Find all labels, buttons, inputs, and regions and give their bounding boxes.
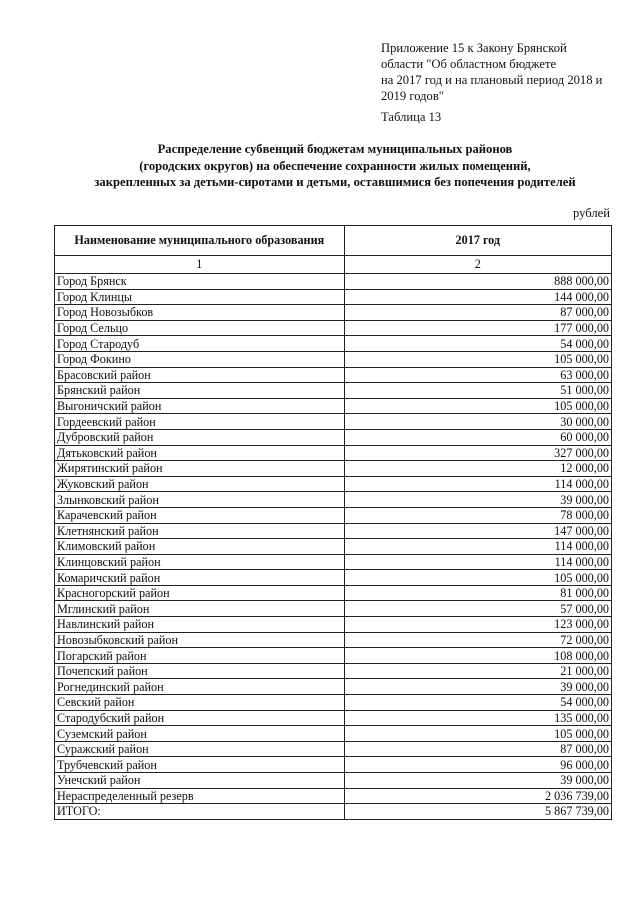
municipality-name: Жуковский район [55,476,345,492]
table-row [55,726,612,742]
table-row [55,274,612,290]
amount-value: 105 000,00 [344,570,611,586]
municipality-name: Трубчевский район [55,757,345,773]
municipality-name: Дятьковский район [55,445,345,461]
municipality-name: Новозыбковский район [55,632,345,648]
table-row [55,492,612,508]
municipality-name: Город Новозыбков [55,305,345,321]
amount-value: 177 000,00 [344,320,611,336]
column-number: 1 [55,256,345,274]
municipality-name: Нераспределенный резерв [55,788,345,804]
municipality-name: Комаричский район [55,570,345,586]
table-row [55,336,612,352]
table-row [55,710,612,726]
table-row [55,461,612,477]
table-row [55,429,612,445]
municipality-name: Брянский район [55,383,345,399]
table-row [55,741,612,757]
amount-value: 57 000,00 [344,601,611,617]
municipality-name: Климовский район [55,539,345,555]
table-row [55,445,612,461]
municipality-name: Клинцовский район [55,554,345,570]
amount-value: 135 000,00 [344,710,611,726]
municipality-name: Город Клинцы [55,289,345,305]
table-row [55,476,612,492]
amount-value: 114 000,00 [344,539,611,555]
amount-value: 12 000,00 [344,461,611,477]
table-row [55,383,612,399]
table-row [55,804,612,820]
distribution-table [54,225,612,820]
table-row [55,289,612,305]
table-row [55,773,612,789]
municipality-name: Дубровский район [55,429,345,445]
amount-value: 114 000,00 [344,476,611,492]
document-title [40,141,630,191]
table-row [55,507,612,523]
appendix-line: 2019 годов" [381,89,444,103]
table-row [55,663,612,679]
municipality-name: Суражский район [55,741,345,757]
municipality-name: Клетнянский район [55,523,345,539]
amount-value: 87 000,00 [344,305,611,321]
amount-value: 72 000,00 [344,632,611,648]
amount-value: 114 000,00 [344,554,611,570]
municipality-name: Город Сельцо [55,320,345,336]
table-row [55,539,612,555]
table-row [55,351,612,367]
amount-value: 147 000,00 [344,523,611,539]
municipality-name: Город Фокино [55,351,345,367]
amount-value: 39 000,00 [344,679,611,695]
units-label: рублей [573,206,610,220]
table-row [55,398,612,414]
amount-value: 144 000,00 [344,289,611,305]
amount-value: 54 000,00 [344,336,611,352]
amount-value: 105 000,00 [344,726,611,742]
table-row [55,554,612,570]
title-line: Распределение субвенций бюджетам муниципальных районов [157,142,513,156]
column-number-row [55,256,612,274]
amount-value: 39 000,00 [344,773,611,789]
table-body [55,274,612,820]
table-row [55,632,612,648]
amount-value: 888 000,00 [344,274,611,290]
municipality-name: Стародубский район [55,710,345,726]
municipality-name: Карачевский район [55,507,345,523]
amount-value: 63 000,00 [344,367,611,383]
table-row [55,570,612,586]
municipality-name: Злынковский район [55,492,345,508]
amount-value: 2 036 739,00 [344,788,611,804]
amount-value: 60 000,00 [344,429,611,445]
table-row [55,617,612,633]
table-row [55,523,612,539]
column-number: 2 [344,256,611,274]
municipality-name: Город Стародуб [55,336,345,352]
appendix-line: области "Об областном бюджете [381,57,557,71]
amount-value: 96 000,00 [344,757,611,773]
appendix-note [381,40,631,125]
municipality-name: Погарский район [55,648,345,664]
municipality-name: Рогнединский район [55,679,345,695]
table-row [55,679,612,695]
header-municipality: Наименование муниципального образования [55,226,345,256]
amount-value: 54 000,00 [344,695,611,711]
municipality-name: Навлинский район [55,617,345,633]
municipality-name: Мглинский район [55,601,345,617]
table-row [55,585,612,601]
municipality-name: Жирятинский район [55,461,345,477]
table-row [55,788,612,804]
amount-value: 39 000,00 [344,492,611,508]
amount-value: 81 000,00 [344,585,611,601]
amount-value: 78 000,00 [344,507,611,523]
amount-value: 51 000,00 [344,383,611,399]
title-line: закрепленных за детьми-сиротами и детьми, оставшимися без попечения родителей [94,175,576,189]
municipality-name: Город Брянск [55,274,345,290]
table-row [55,695,612,711]
amount-value: 108 000,00 [344,648,611,664]
table-row [55,305,612,321]
municipality-name: Выгоничский район [55,398,345,414]
municipality-name: Унечский район [55,773,345,789]
amount-value: 87 000,00 [344,741,611,757]
municipality-name: Суземский район [55,726,345,742]
municipality-name: Почепский район [55,663,345,679]
municipality-name: Брасовский район [55,367,345,383]
municipality-name: Севский район [55,695,345,711]
municipality-name: ИТОГО: [55,804,345,820]
table-row [55,414,612,430]
table-header-row [55,226,612,256]
table-row [55,601,612,617]
appendix-line: на 2017 год и на плановый период 2018 и [381,73,603,87]
municipality-name: Красногорский район [55,585,345,601]
table-row [55,648,612,664]
table-label: Таблица 13 [381,110,442,124]
table-row [55,320,612,336]
municipality-name: Гордеевский район [55,414,345,430]
table-row [55,367,612,383]
amount-value: 21 000,00 [344,663,611,679]
header-year: 2017 год [344,226,611,256]
appendix-line: Приложение 15 к Закону Брянской [381,41,567,55]
amount-value: 105 000,00 [344,351,611,367]
amount-value: 105 000,00 [344,398,611,414]
title-line: (городских округов) на обеспечение сохранности жилых помещений, [139,158,531,173]
amount-value: 123 000,00 [344,617,611,633]
table-row [55,757,612,773]
amount-value: 327 000,00 [344,445,611,461]
amount-value: 30 000,00 [344,414,611,430]
amount-value: 5 867 739,00 [344,804,611,820]
